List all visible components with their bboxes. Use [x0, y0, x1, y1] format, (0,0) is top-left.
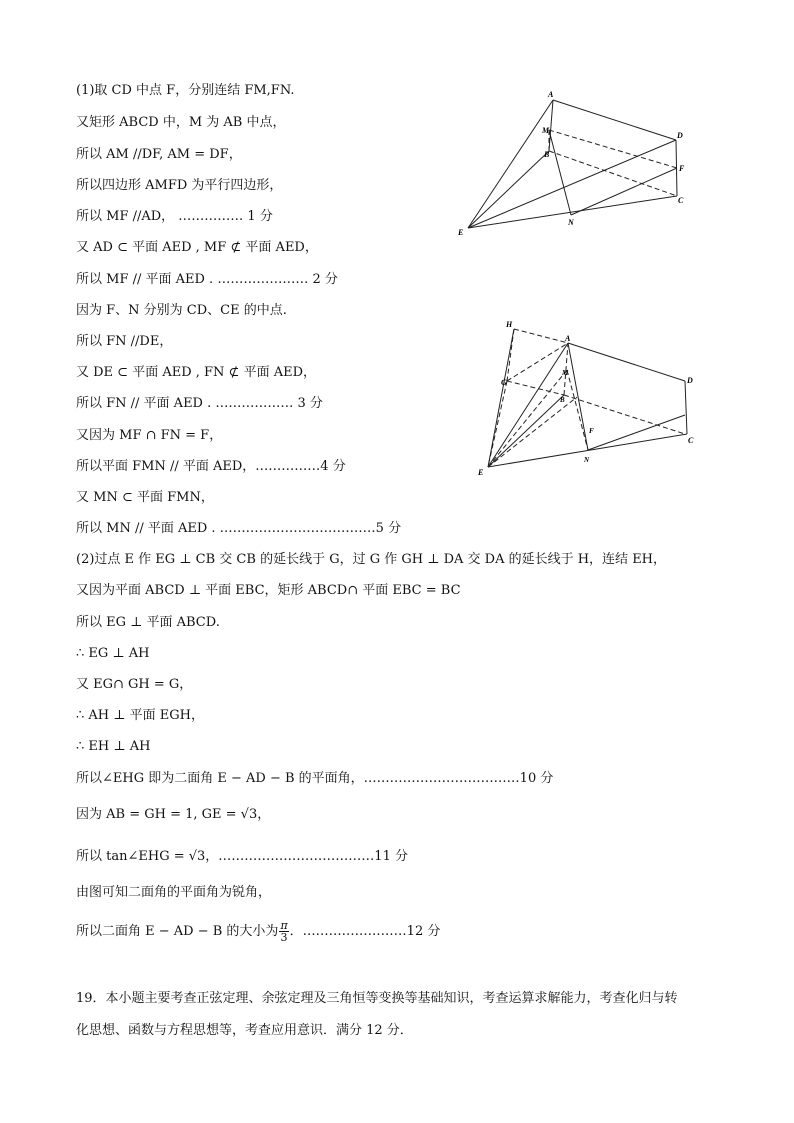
proof-line-25: 所以 tan∠EHG = √3，………………………………11 分: [76, 849, 408, 864]
proof-line-27: [76, 920, 440, 943]
proof-line-3: 所以 AM //DF, AM = DF，: [76, 147, 242, 162]
proof-line-16: (2)过点 E 作 EG ⊥ CB 交 CB 的延长线于 G，过 G 作 GH ⊥ DA 交 DA 的延长线于 H，连结 EH，: [76, 552, 667, 567]
fig1-label-m: M: [542, 126, 550, 135]
fig2-label-g: G: [501, 378, 507, 387]
proof-line-15: 所以 MN // 平面 AED . ………………………………5 分: [76, 521, 402, 536]
proof-line-23: 所以∠EHG 即为二面角 E − AD − B 的平面角，………………………………10 分: [76, 771, 554, 786]
proof-line-21: ∴ AH ⊥ 平面 EGH，: [76, 708, 204, 723]
proof-line-4: 所以四边形 AMFD 为平行四边形，: [76, 178, 283, 193]
proof-line-12: 又因为 MF ∩ FN = F，: [76, 428, 223, 443]
proof-line-24: 因为 AB = GH = 1, GE = √3，: [76, 807, 271, 822]
proof-line-13: 所以平面 FMN // 平面 AED，……………4 分: [76, 459, 346, 474]
proof-line-20: 又 EG∩ GH = G，: [76, 677, 193, 692]
fraction-denominator: 3: [280, 931, 288, 944]
proof-line-7: 所以 MF // 平面 AED . ………………… 2 分: [76, 272, 338, 287]
proof-line-22: ∴ EH ⊥ AH: [76, 739, 151, 754]
fraction-pi-over-3: [279, 920, 288, 943]
proof-line-1: (1)取 CD 中点 F，分别连结 FM,FN.: [76, 83, 295, 98]
fig1-label-a: A: [548, 90, 554, 99]
fig2-label-h: H: [506, 320, 513, 329]
fig2-label-m: M: [562, 369, 569, 377]
fig2-label-b: B: [560, 396, 565, 404]
proof-line-14: 又 MN ⊂ 平面 FMN，: [76, 490, 214, 505]
fig1-label-e: E: [458, 228, 464, 237]
fig2-label-a: A: [565, 334, 571, 343]
fig2-label-f: F: [589, 427, 594, 435]
figure-1-geometry-diagram: [450, 85, 700, 245]
problem-19-line-1: 19．本小题主要考查正弦定理、余弦定理及三角恒等变换等基础知识，考查运算求解能力，考查化归与转: [76, 991, 678, 1006]
fig1-label-d: D: [677, 131, 683, 140]
proof-line-6: 又 AD ⊂ 平面 AED , MF ⊄ 平面 AED，: [76, 240, 318, 255]
proof-line-5: 所以 MF //AD， …………… 1 分: [76, 209, 273, 224]
fig2-label-d: D: [687, 376, 693, 385]
proof-line-18: 所以 EG ⊥ 平面 ABCD.: [76, 615, 220, 630]
problem-19-line-2: 化思想、函数与方程思想等，考查应用意识．满分 12 分．: [76, 1023, 413, 1038]
proof-line-9: 所以 FN //DE，: [76, 334, 173, 349]
fig1-label-f: F: [679, 164, 685, 173]
proof-line-27-tail: ．……………………12 分: [289, 924, 441, 939]
fig2-label-e: E: [478, 468, 484, 477]
proof-line-2: 又矩形 ABCD 中，M 为 AB 中点，: [76, 115, 286, 130]
fig1-label-n: N: [568, 218, 574, 227]
proof-line-11: 所以 FN // 平面 AED . ……………… 3 分: [76, 396, 323, 411]
proof-line-17: 又因为平面 ABCD ⊥ 平面 EBC，矩形 ABCD∩ 平面 EBC = BC: [76, 583, 461, 598]
proof-line-19: ∴ EG ⊥ AH: [76, 646, 150, 661]
fig2-label-n: N: [584, 456, 590, 464]
proof-line-26: 由图可知二面角的平面角为锐角，: [76, 885, 272, 900]
fig1-label-c: C: [678, 196, 684, 205]
proof-line-10: 又 DE ⊂ 平面 AED , FN ⊄ 平面 AED，: [76, 365, 317, 380]
fig2-label-c: C: [688, 436, 694, 445]
proof-line-27-text: 所以二面角 E − AD − B 的大小为: [76, 924, 279, 939]
proof-line-8: 因为 F、N 分别为 CD、CE 的中点.: [76, 303, 287, 318]
fraction-numerator: π: [280, 919, 288, 932]
figure-2-geometry-diagram: [472, 315, 707, 480]
fig1-label-b: B: [544, 150, 550, 159]
